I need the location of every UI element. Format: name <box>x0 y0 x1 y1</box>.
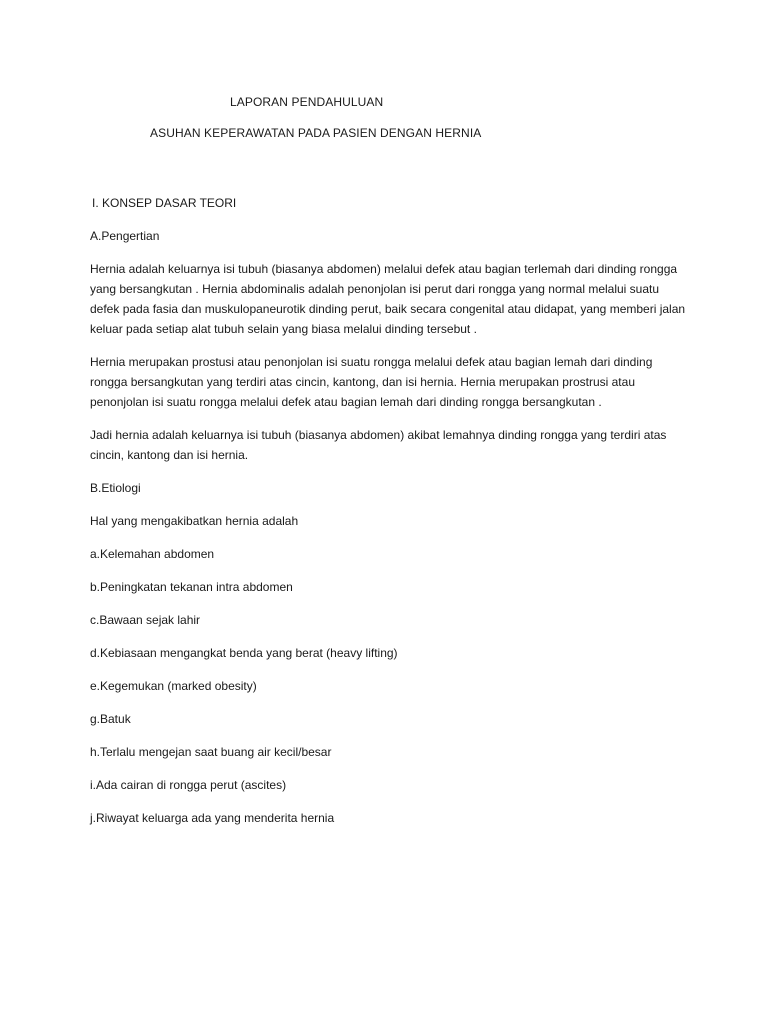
section-heading: I. KONSEP DASAR TEORI <box>92 196 237 210</box>
list-item: j.Riwayat keluarga ada yang menderita hernia <box>90 811 335 825</box>
subheading-etiologi: B.Etiologi <box>90 481 141 495</box>
list-item: h.Terlalu mengejan saat buang air kecil/besar <box>90 745 332 759</box>
list-item: i.Ada cairan di rongga perut (ascites) <box>90 778 287 792</box>
paragraph-protrusion: Hernia merupakan prostusi atau penonjolan isi suatu rongga melalui defek atau bagian lemah dari dinding rongga bersangkutan yang terdiri atas cincin, kantong, dan isi hernia. Hernia merupakan prostrusi atau penonjolan isi suatu rongga melalui defek atau bagian lemah dari dinding rongga bersangkutan . <box>90 355 653 409</box>
document-body <box>90 193 690 828</box>
document-title: LAPORAN PENDAHULUAN <box>230 95 384 109</box>
etiology-intro: Hal yang mengakibatkan hernia adalah <box>90 514 299 528</box>
list-item: e.Kegemukan (marked obesity) <box>90 679 257 693</box>
subheading-pengertian: A.Pengertian <box>90 229 160 243</box>
list-item: a.Kelemahan abdomen <box>90 547 215 561</box>
list-item: d.Kebiasaan mengangkat benda yang berat (heavy lifting) <box>90 646 398 660</box>
list-item: b.Peningkatan tekanan intra abdomen <box>90 580 293 594</box>
paragraph-summary: Jadi hernia adalah keluarnya isi tubuh (biasanya abdomen) akibat lemahnya dinding rongga yang terdiri atas cincin, kantong dan isi hernia. <box>90 428 667 462</box>
list-item: g.Batuk <box>90 712 131 726</box>
document-subtitle: ASUHAN KEPERAWATAN PADA PASIEN DENGAN HERNIA <box>150 126 482 140</box>
paragraph-definition: Hernia adalah keluarnya isi tubuh (biasanya abdomen) melalui defek atau bagian terlemah dari dinding rongga yang bersangkutan . Hernia abdominalis adalah penonjolan isi perut dari rongga yang normal melalui suatu defek pada fasia dan muskulopaneurotik dinding perut, baik secara congenital atau didapat, yang memberi jalan keluar pada setiap alat tubuh selain yang biasa melalui dinding tersebut . <box>90 262 686 336</box>
list-item: c.Bawaan sejak lahir <box>90 613 201 627</box>
